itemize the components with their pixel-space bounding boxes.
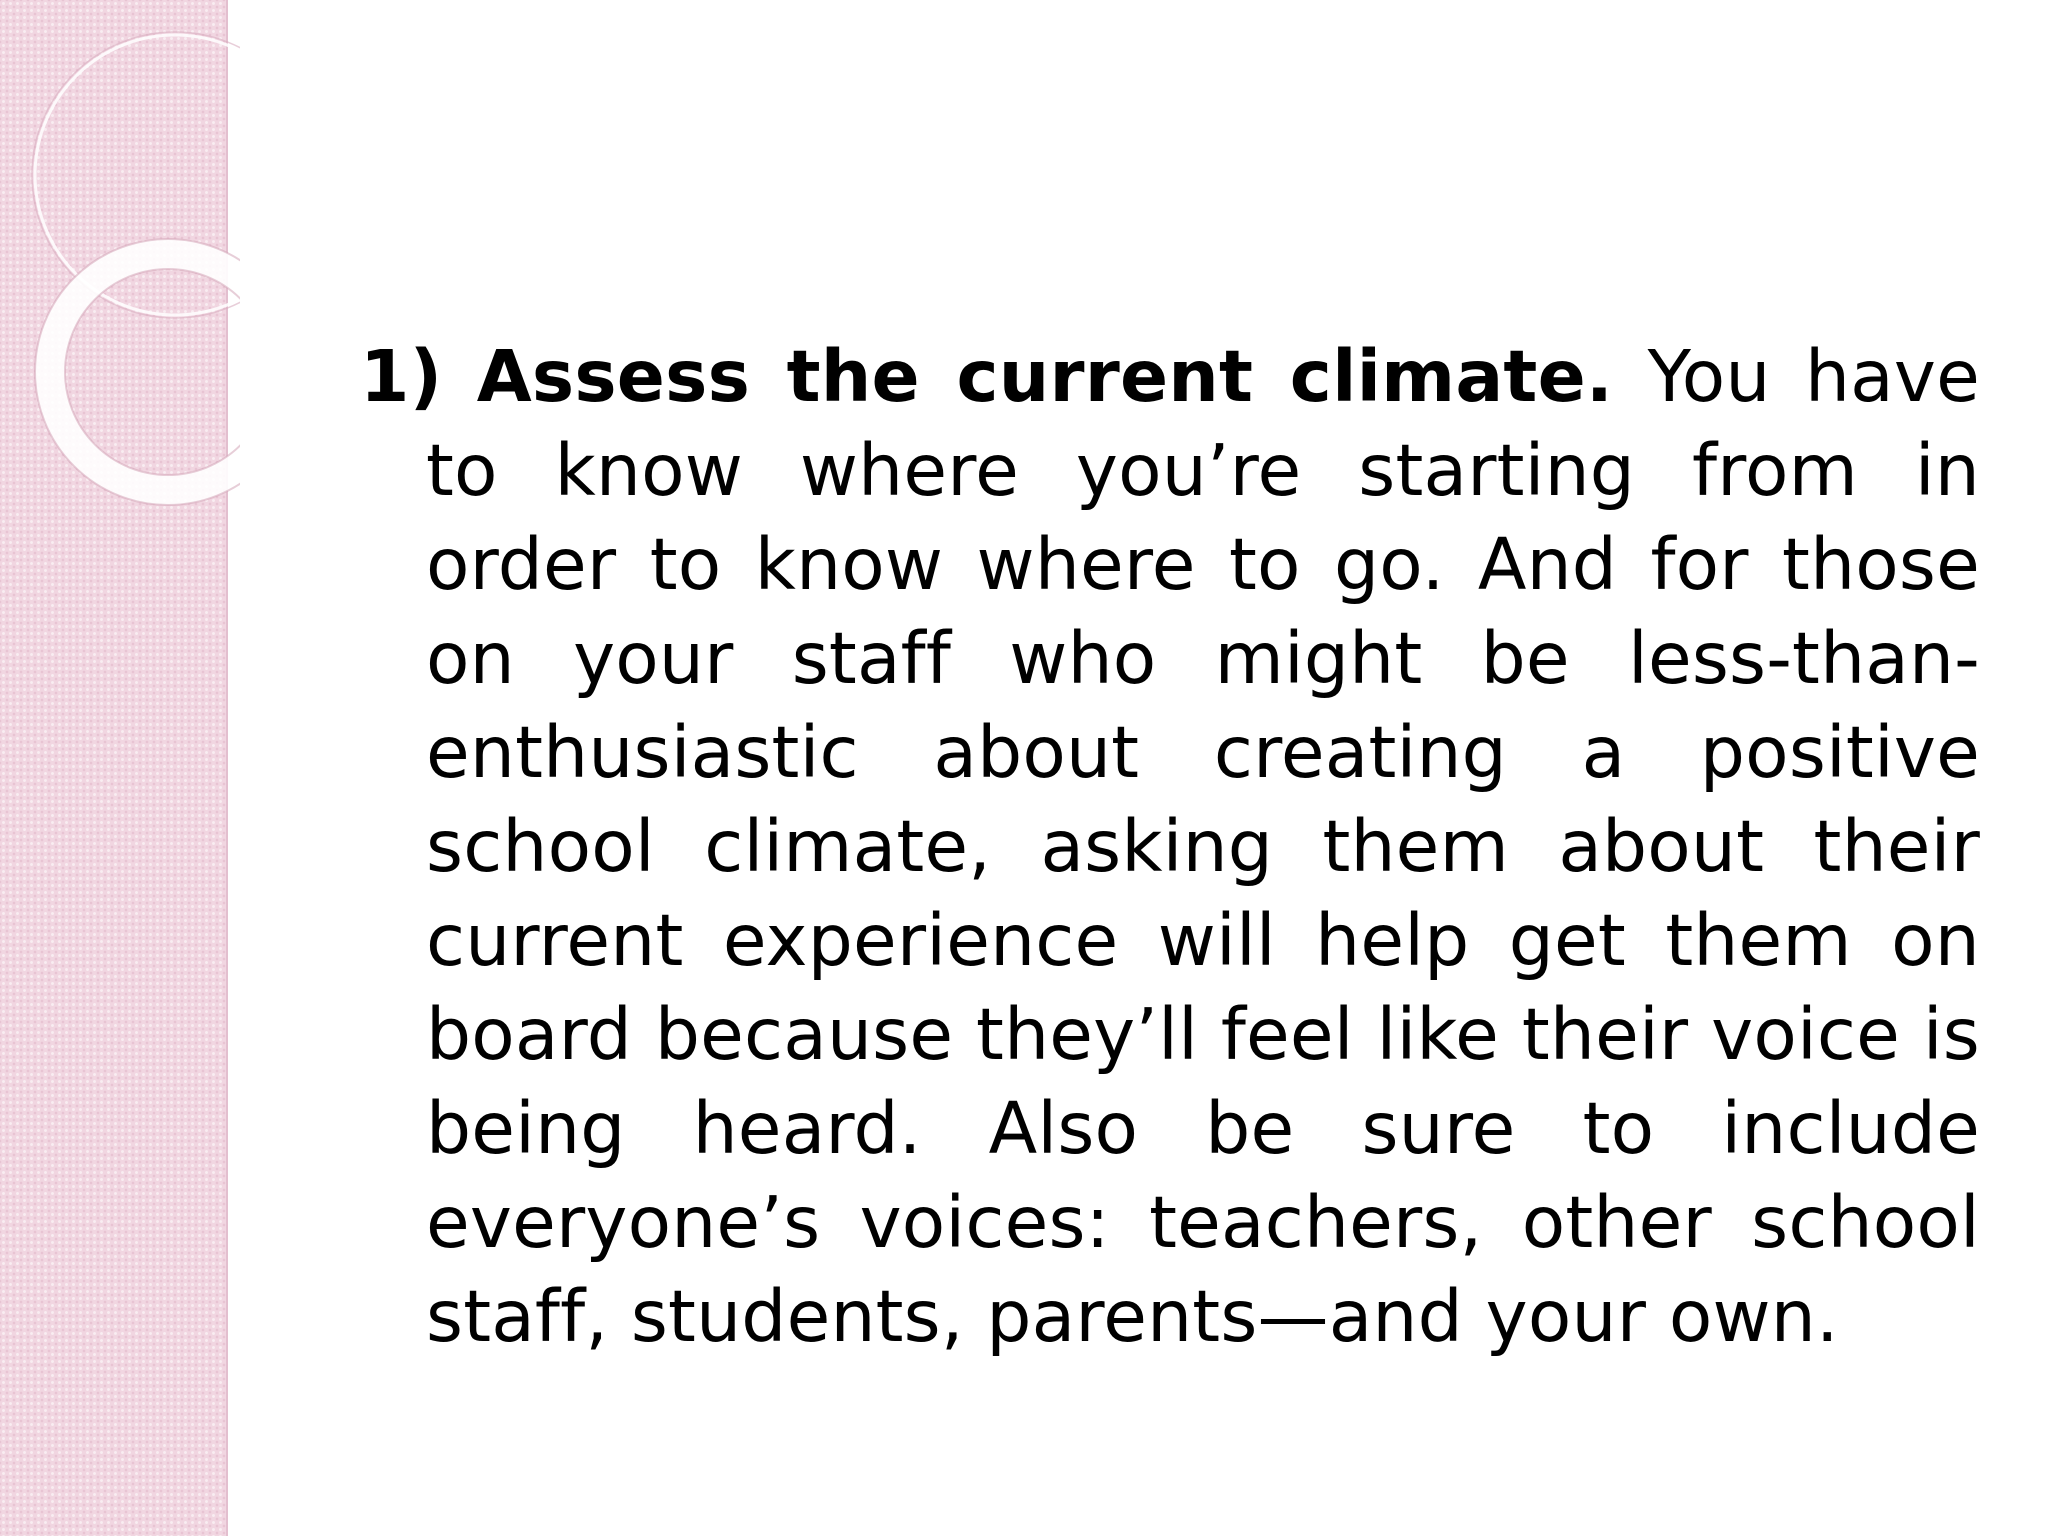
numbered-item bbox=[360, 330, 1980, 1364]
decorative-rings bbox=[0, 0, 240, 520]
item-body: You have to know where you’re starting from in order to know where to go. And for those on your staff who might be less-than-enthusiastic about creating a positive school climate, asking them about their current experience will help get them on board because they’ll feel like their voice is being heard. Also be sure to include everyone’s voices: teachers, other school staff, students, parents—and your own. bbox=[426, 335, 1980, 1358]
slide-content bbox=[360, 330, 1980, 1364]
item-number: 1) bbox=[360, 335, 443, 418]
item-heading: Assess the current climate. bbox=[476, 335, 1614, 418]
